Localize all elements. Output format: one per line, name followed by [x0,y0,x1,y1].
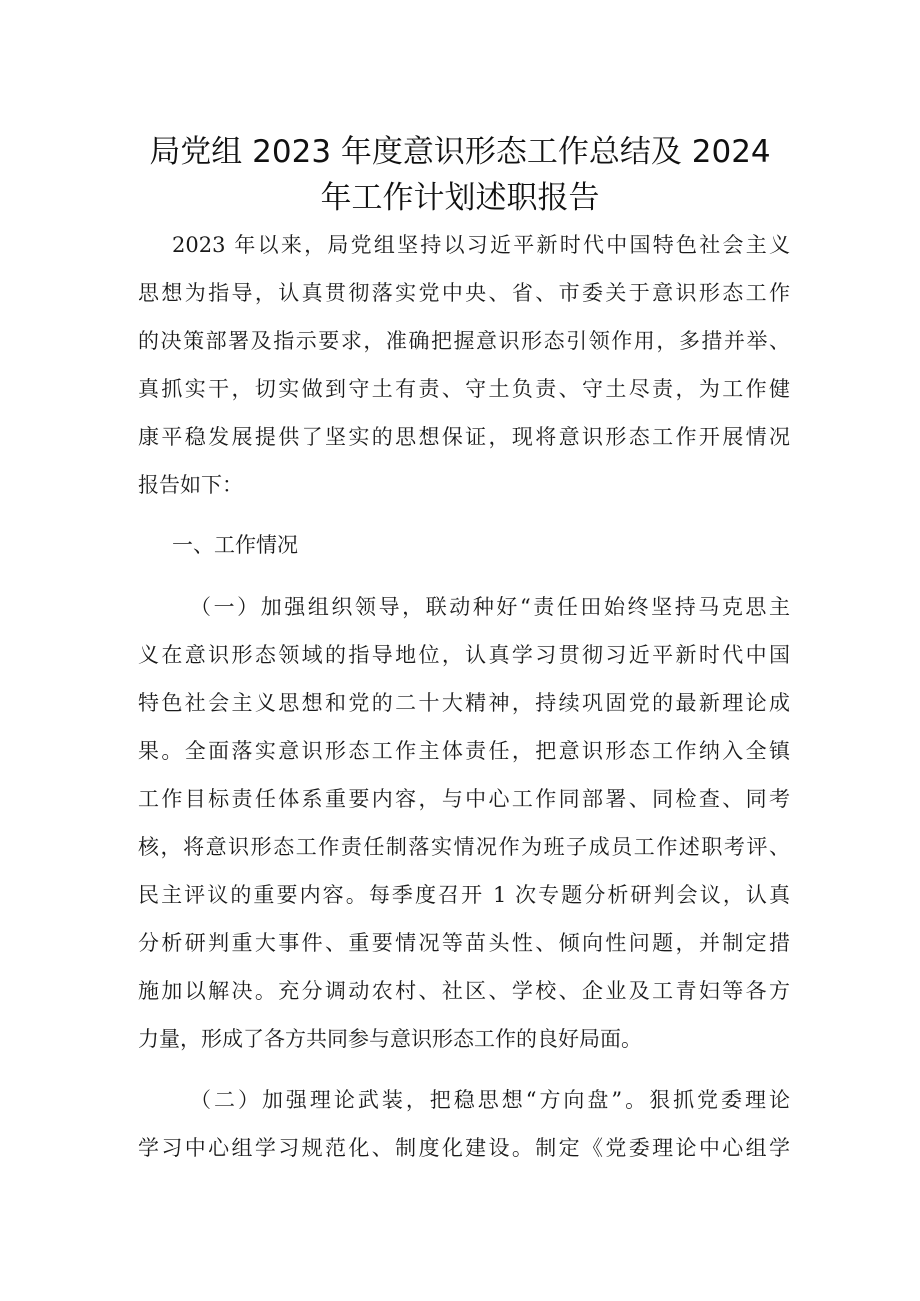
text-line: 真抓实干，切实做到守土有责、守土负责、守土尽责，为工作健 [138,377,790,401]
text-line: 果。全面落实意识形态工作主体责任，把意识形态工作纳入全镇 [138,739,790,763]
text-line: 施加以解决。充分调动农村、社区、学校、企业及工青妇等各方 [138,979,790,1003]
title-line-1: 局党组 2023 年度意识形态工作总结及 2024 [149,133,771,170]
text-line: 报告如下： [138,473,243,497]
page-title [120,129,800,221]
subsection-1-paragraph [138,583,790,1063]
text-line: （二）加强理论武装，把稳思想“方向盘”。狠抓党委理论 [190,1088,790,1112]
subsection-2-paragraph [138,1076,790,1172]
text-line: 义在意识形态领域的指导地位，认真学习贯彻习近平新时代中国 [138,643,790,667]
text-line: 的决策部署及指示要求，准确把握意识形态引领作用，多措并举、 [138,329,790,353]
text-line: 康平稳发展提供了坚实的思想保证，现将意识形态工作开展情况 [138,425,790,449]
title-line-2: 年工作计划述职报告 [320,179,600,216]
text-line: （一）加强组织领导，联动种好“责任田始终坚持马克思主 [190,595,790,619]
text-line: 分析研判重大事件、重要情况等苗头性、倾向性问题，并制定措 [138,931,790,955]
text-line: 学习中心组学习规范化、制度化建设。制定《党委理论中心组学 [138,1136,790,1160]
text-line: 特色社会主义思想和党的二十大精神，持续巩固党的最新理论成 [138,691,790,715]
text-line: 思想为指导，认真贯彻落实党中央、省、市委关于意识形态工作 [138,281,790,305]
intro-paragraph [138,221,790,509]
text-line: 工作目标责任体系重要内容，与中心工作同部署、同检查、同考 [138,787,790,811]
section-heading [138,521,790,569]
text-line: 2023 年以来，局党组坚持以习近平新时代中国特色社会主义 [172,233,790,257]
text-line: 力量，形成了各方共同参与意识形态工作的良好局面。 [138,1027,642,1051]
text-line: 核，将意识形态工作责任制落实情况作为班子成员工作述职考评、 [138,835,790,859]
heading-line: 一、工作情况 [172,533,298,557]
text-line: 民主评议的重要内容。每季度召开 1 次专题分析研判会议，认真 [138,883,790,907]
